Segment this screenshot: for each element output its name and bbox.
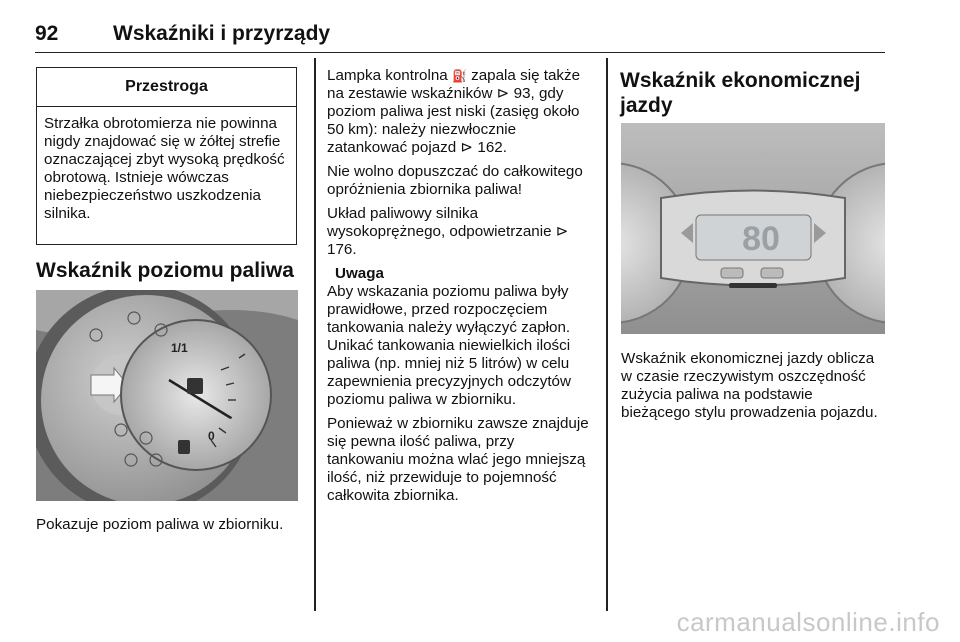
eco-indicator-illustration — [621, 123, 885, 334]
eco-driving-heading: Wskaźnik ekonomicznej jazdy — [620, 69, 861, 117]
fuel-gauge-illustration — [36, 290, 298, 501]
fuel-lamp-icon: ⛽ — [451, 69, 467, 83]
note-text: Aby wskazania poziomu paliwa były prawidłowe, przed rozpoczęciem tankowania należy wyłączyć zapłon. Unikać tankowania niewielkich ilości paliwa (np. mniej niż 5 litrów) w celu zapewnienia precyzyjnych odczytów poziomu paliwa w zbiorniku. — [327, 283, 571, 408]
page-reference-icon: ⊳ — [460, 139, 474, 156]
text-run: Lampka kontrolna — [327, 67, 452, 84]
page-reference-icon: ⊳ — [555, 223, 569, 240]
caution-title: Przestroga — [37, 68, 296, 107]
caution-text: Strzałka obrotomierza nie powinna nigdy znajdować się w żółtej strefie oznaczającej zbyt wysoką prędkość obrotową. Istnieje wówczas niebezpieczeństwo uszkodzenia silnika. — [44, 115, 285, 222]
eco-display-value: 80 — [742, 220, 780, 258]
eco-indicator-image — [621, 123, 885, 334]
note-title: Uwaga — [335, 265, 384, 282]
text-run: zapala się także na zestawie wskaźników — [327, 67, 581, 102]
text-run: 176. — [327, 241, 357, 258]
eco-segment-icon — [721, 268, 743, 278]
text-run: Układ paliwowy silnika wysokoprężnego, odpowietrzanie — [327, 205, 556, 240]
middle-column — [327, 67, 593, 511]
page-header — [35, 22, 885, 53]
page-number: 92 — [35, 22, 59, 45]
page-reference-icon: ⊳ — [496, 85, 510, 102]
fuel-gauge-heading: Wskaźnik poziomu paliwa — [36, 259, 294, 282]
column-divider — [314, 58, 316, 611]
text-run: 93, gdy poziom paliwa jest niski (zasięg około 50 km): należy niezwłocznie zatankować pojazd — [327, 85, 580, 156]
text-run: 162. — [477, 139, 507, 156]
caution-box — [36, 67, 297, 245]
watermark: carmanualsonline.info — [676, 607, 940, 637]
fuel-warning-paragraph — [327, 67, 593, 157]
refuel-quantity-paragraph: Ponieważ w zbiorniku zawsze znajduje się pewna ilość paliwa, przy tankowaniu można wlać jego mniejszą ilość, niż przewiduje to pojemność całkowita zbiornika. — [327, 415, 589, 504]
fuel-gauge-caption: Pokazuje poziom paliwa w zbiorniku. — [36, 516, 284, 533]
fuel-gauge-image — [36, 290, 298, 501]
empty-tank-warning: Nie wolno dopuszczać do całkowitego opróżnienia zbiornika paliwa! — [327, 163, 583, 198]
fuel-pump-icon — [178, 440, 190, 454]
gauge-empty-label: 0 — [208, 429, 215, 443]
gauge-full-label: 1/1 — [171, 341, 188, 355]
fuel-pump-icon — [187, 378, 203, 394]
chapter-title: Wskaźniki i przyrządy — [113, 22, 331, 45]
column-divider — [606, 58, 608, 611]
diesel-system-paragraph — [327, 205, 593, 259]
eco-bar — [729, 283, 777, 288]
eco-driving-text: Wskaźnik ekonomicznej jazdy oblicza w czasie rzeczywistym oszczędność zużycia paliwa na podstawie bieżącego stylu prowadzenia pojazdu. — [621, 350, 878, 421]
eco-segment-icon — [761, 268, 783, 278]
